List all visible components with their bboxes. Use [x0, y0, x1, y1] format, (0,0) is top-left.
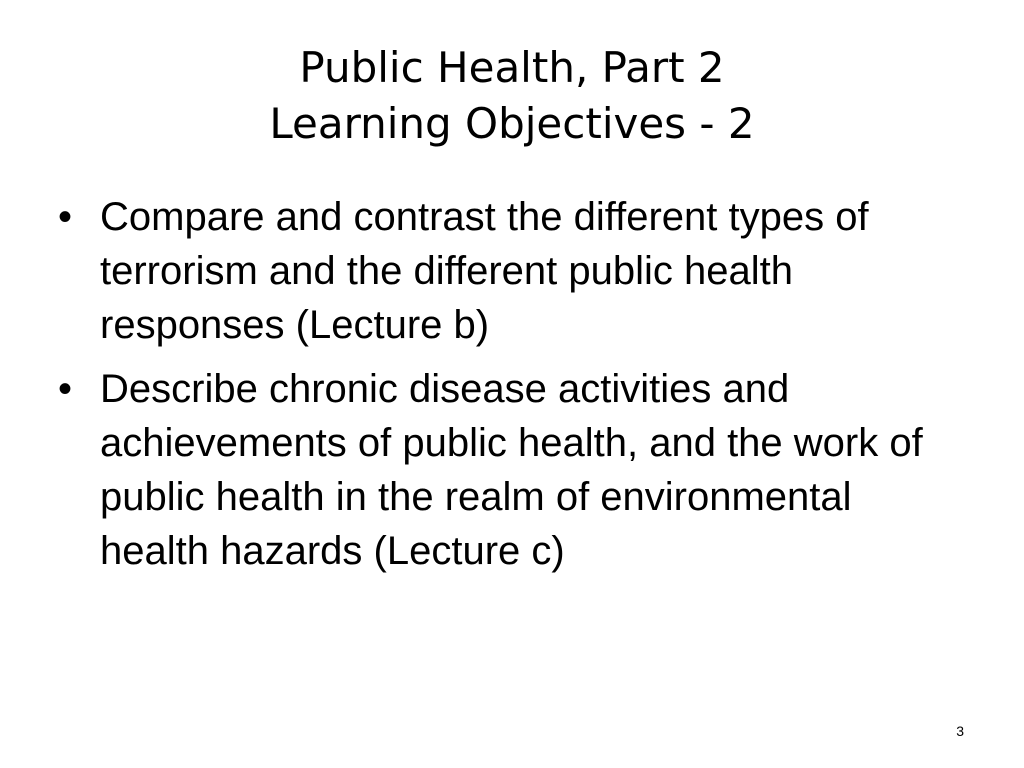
objectives-list [58, 190, 958, 588]
slide-title [0, 40, 1024, 152]
objective-text: Compare and contrast the different types of terrorism and the different public health responses (Lecture b) [100, 195, 869, 347]
list-item [58, 362, 958, 578]
objective-text: Describe chronic disease activities and achievements of public health, and the work of public health in the realm of environmental health hazards (Lecture c) [100, 367, 923, 573]
page-number: 3 [956, 723, 964, 739]
title-line-1: Public Health, Part 2 [299, 43, 725, 92]
bullet-icon: • [58, 367, 73, 411]
list-item [58, 190, 958, 352]
title-line-2: Learning Objectives - 2 [269, 99, 755, 148]
bullet-icon: • [58, 195, 73, 239]
